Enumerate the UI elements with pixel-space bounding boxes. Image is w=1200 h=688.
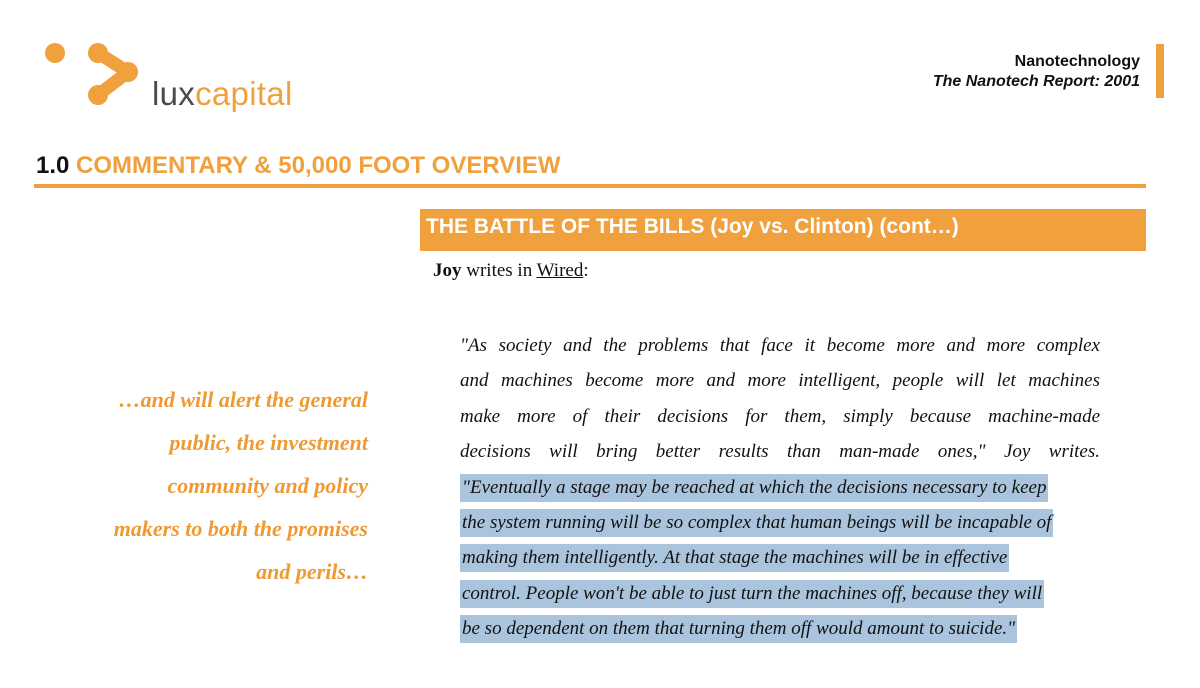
intro-publication: Wired	[536, 260, 584, 281]
highlighted-quote-line: making them intelligently. At that stage the machines will be in effective	[460, 544, 1009, 572]
section-number: 1.0	[36, 152, 70, 179]
report-header	[933, 52, 1140, 92]
side-quote-line: makers to both the promises	[113, 516, 368, 541]
side-pull-quote	[40, 378, 368, 593]
topic-banner	[420, 209, 1146, 251]
section-divider	[34, 184, 1146, 188]
section-title	[36, 152, 561, 180]
highlighted-quote-line: control. People won't be able to just turn the machines off, because they will	[460, 580, 1044, 608]
highlighted-quote-line: the system running will be so complex that human beings will be incapable of	[460, 509, 1053, 537]
intro-text: writes in	[461, 260, 537, 281]
header-accent-bar	[1156, 44, 1164, 98]
logo-word-capital: capital	[195, 75, 293, 112]
highlighted-quote-line: "Eventually a stage may be reached at which the decisions necessary to keep	[460, 474, 1048, 502]
report-category: Nanotechnology	[1014, 53, 1140, 70]
main-quote	[460, 328, 1100, 647]
intro-author: Joy	[433, 260, 462, 281]
quote-intro	[433, 260, 589, 282]
quote-line: "As society and the problems that face it become more and more complex	[460, 335, 1100, 356]
side-quote-line: public, the investment	[169, 430, 368, 455]
banner-title: THE BATTLE OF THE BILLS (Joy vs. Clinton) (cont…)	[426, 215, 959, 238]
logo-wordmark	[152, 75, 293, 113]
report-title: The Nanotech Report: 2001	[932, 73, 1140, 90]
quote-line: and machines become more and more intelligent, people will let machines	[460, 370, 1100, 392]
highlighted-quote-line: be so dependent on them that turning them off would amount to suicide."	[460, 615, 1017, 643]
side-quote-line: …and will alert the general	[118, 387, 368, 412]
quote-line: decisions will bring better results than man-made ones," Joy writes.	[460, 441, 1100, 463]
logo-word-lux: lux	[152, 75, 196, 112]
section-name: COMMENTARY & 50,000 FOOT OVERVIEW	[76, 152, 561, 179]
intro-colon: :	[583, 260, 589, 281]
side-quote-line: and perils…	[256, 559, 368, 584]
quote-line: make more of their decisions for them, simply because machine-made	[460, 405, 1100, 427]
side-quote-line: community and policy	[167, 473, 368, 498]
